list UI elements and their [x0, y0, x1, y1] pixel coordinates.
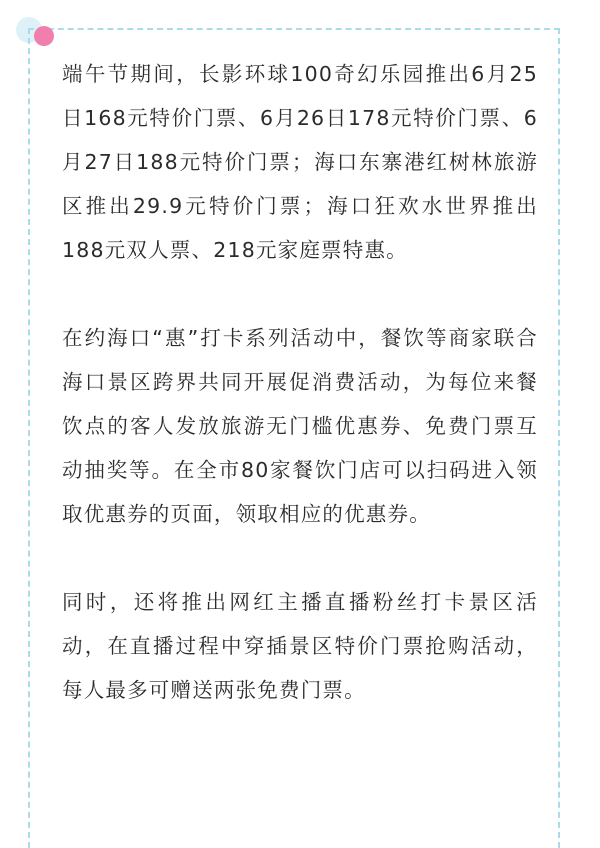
- article-body: [62, 52, 538, 712]
- paragraph-1: 端午节期间，长影环球100奇幻乐园推出6月25日168元特价门票、6月26日178元特价门票、6月27日188元特价门票；海口东寨港红树林旅游区推出29.9元特价门票；海口狂欢水世界推出188元双人票、218元家庭票特惠。: [62, 62, 538, 262]
- paragraph-2: 在约海口“惠”打卡系列活动中，餐饮等商家联合海口景区跨界共同开展促消费活动，为每位来餐饮点的客人发放旅游无门槛优惠券、免费门票互动抽奖等。在全市80家餐饮门店可以扫码进入领取优惠券的页面，领取相应的优惠券。: [62, 326, 538, 526]
- decorative-pink-dot: [34, 26, 54, 46]
- paragraph-3: 同时，还将推出网红主播直播粉丝打卡景区活动，在直播过程中穿插景区特价门票抢购活动，每人最多可赠送两张免费门票。: [62, 590, 538, 702]
